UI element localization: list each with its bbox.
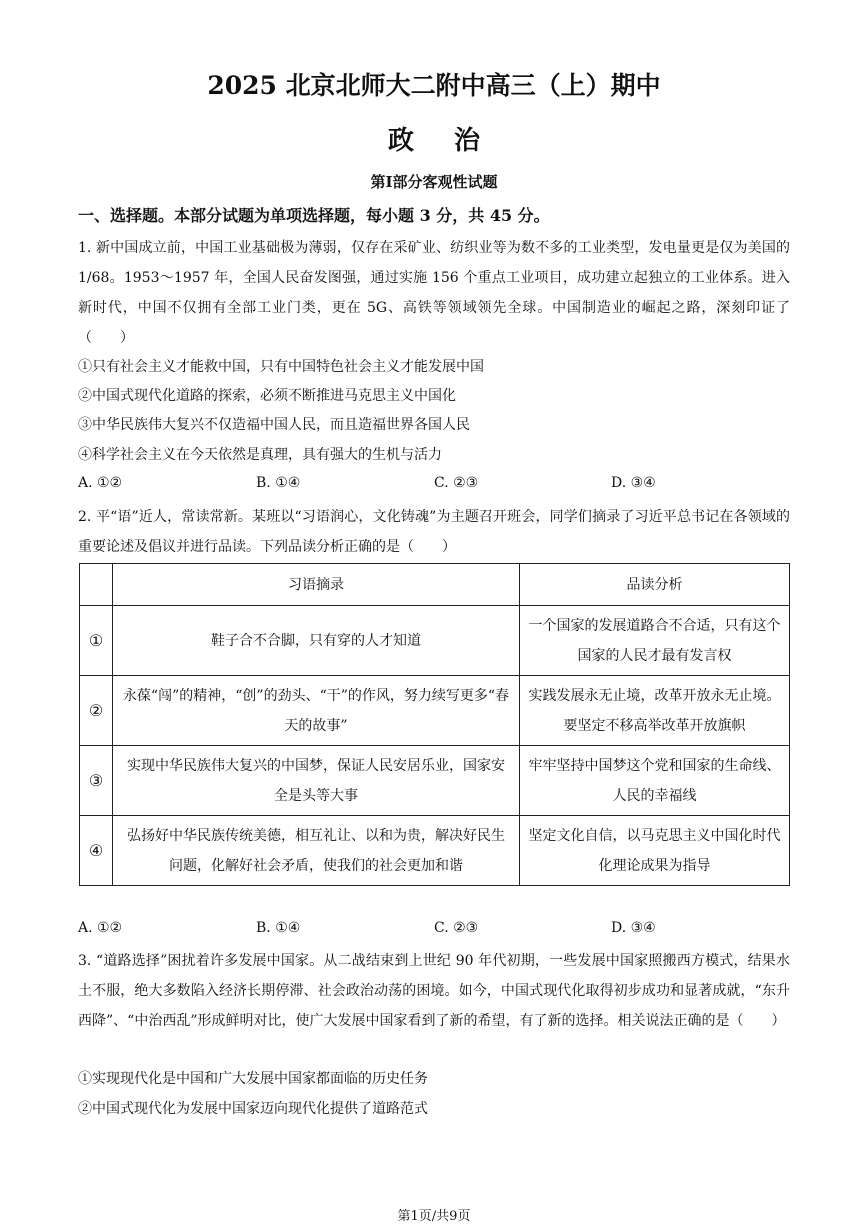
q1-option-d: D. ③④ (611, 475, 656, 491)
table-header-num (80, 564, 113, 606)
row-quote: 实现中华民族伟大复兴的中国梦，保证人民安居乐业，国家安全是头等大事 (113, 746, 520, 816)
q1-option-a: A. ①② (78, 475, 123, 491)
q2-option-c: C. ②③ (434, 920, 479, 936)
table-row (80, 606, 790, 676)
q1-option-c: C. ②③ (434, 475, 479, 491)
part-title: 第I部分客观性试题 (370, 173, 498, 191)
question-1-stem: 1. 新中国成立前，中国工业基础极为薄弱，仅存在采矿业、纺织业等为数不多的工业类型，发电量更是仅为美国的 1/68。1953～1957 年，全国人民奋发图强，通过实施 156 个重点工业项目，成功建立起独立的工业体系。进入新时代，中国不仅拥有全部工业门类，更在 5G、高铁等领域领先全球。中国制造业的崛起之路，深刻印证了（ ） (78, 240, 790, 346)
q3-statement-1: ①实现现代化是中国和广大发展中国家都面临的历史任务 (78, 1071, 428, 1087)
row-analysis: 牢牢坚持中国梦这个党和国家的生命线、人民的幸福线 (520, 746, 790, 816)
q1-statement-4: ④科学社会主义在今天依然是真理，具有强大的生机与活力 (78, 447, 442, 463)
row-quote: 鞋子合不合脚，只有穿的人才知道 (113, 606, 520, 676)
subject-title: 政治 (387, 126, 520, 156)
row-quote: 弘扬好中华民族传统美德，相互礼让、以和为贵，解决好民生问题，化解好社会矛盾，使我们的社会更加和谐 (113, 816, 520, 886)
table-header-row (80, 564, 790, 606)
q1-statement-2: ②中国式现代化道路的探索，必须不断推进马克思主义中国化 (78, 388, 456, 404)
question-2-stem: 2. 平“语”近人，常读常新。某班以“习语润心，文化铸魂”为主题召开班会，同学们摘录了习近平总书记在各领域的重要论述及倡议并进行品读。下列品读分析正确的是（ ） (78, 509, 790, 555)
table-header-quote: 习语摘录 (113, 564, 520, 606)
q1-statement-3: ③中华民族伟大复兴不仅造福中国人民，而且造福世界各国人民 (78, 417, 470, 433)
row-analysis: 一个国家的发展道路合不合适，只有这个国家的人民才最有发言权 (520, 606, 790, 676)
row-analysis: 实践发展永无止境，改革开放永无止境。要坚定不移高举改革开放旗帜 (520, 676, 790, 746)
q1-option-b: B. ①④ (256, 475, 301, 491)
q1-options (78, 475, 790, 497)
row-quote: 永葆“闯”的精神，“创”的劲头、“干”的作风，努力续写更多“春天的故事” (113, 676, 520, 746)
exam-title: 2025 北京北师大二附中高三（上）期中 (207, 71, 661, 100)
table-row (80, 676, 790, 746)
q2-table (79, 563, 790, 886)
row-number: ① (80, 606, 113, 676)
question-3-stem: 3. “道路选择”困扰着许多发展中国家。从二战结束到上世纪 90 年代初期，一些发展中国家照搬西方模式，结果水土不服，绝大多数陷入经济长期停滞、社会政治动荡的困境。如今，中国式现代化取得初步成功和显著成就，“东升西降”、“中治西乱”形成鲜明对比，使广大发展中国家看到了新的希望，有了新的选择。相关说法正确的是（ ） (78, 953, 790, 1029)
section-heading: 一、选择题。本部分试题为单项选择题，每小题 3 分，共 45 分。 (78, 206, 550, 225)
row-number: ③ (80, 746, 113, 816)
row-number: ② (80, 676, 113, 746)
table-header-analysis: 品读分析 (520, 564, 790, 606)
q2-option-b: B. ①④ (256, 920, 301, 936)
table-row (80, 746, 790, 816)
row-analysis: 坚定文化自信，以马克思主义中国化时代化理论成果为指导 (520, 816, 790, 886)
table-row (80, 816, 790, 886)
q1-statement-1: ①只有社会主义才能救中国，只有中国特色社会主义才能发展中国 (78, 359, 484, 375)
q2-option-d: D. ③④ (611, 920, 656, 936)
q2-option-a: A. ①② (78, 920, 123, 936)
row-number: ④ (80, 816, 113, 886)
q2-options (78, 920, 790, 942)
page-footer: 第1页/共9页 (397, 1209, 471, 1224)
q3-statement-2: ②中国式现代化为发展中国家迈向现代化提供了道路范式 (78, 1101, 428, 1117)
